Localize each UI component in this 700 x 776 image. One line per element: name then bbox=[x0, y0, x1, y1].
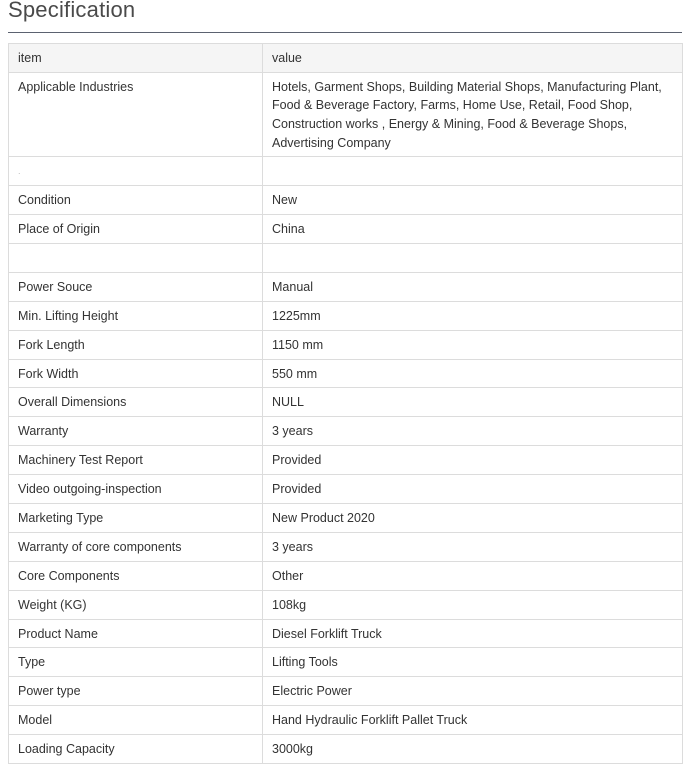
table-row bbox=[9, 619, 683, 648]
table-body bbox=[9, 72, 683, 763]
table-row bbox=[9, 301, 683, 330]
spec-item-cell: Min. Lifting Height bbox=[9, 301, 263, 330]
table-row bbox=[9, 243, 683, 272]
spec-value-cell: 3 years bbox=[263, 532, 683, 561]
spec-value-cell: New bbox=[263, 186, 683, 215]
spec-item-cell: Video outgoing-inspection bbox=[9, 475, 263, 504]
spec-value-cell: Hand Hydraulic Forklift Pallet Truck bbox=[263, 706, 683, 735]
spec-item-cell: Power type bbox=[9, 677, 263, 706]
table-row bbox=[9, 446, 683, 475]
spec-value-cell: 1150 mm bbox=[263, 330, 683, 359]
spec-value-cell: 108kg bbox=[263, 590, 683, 619]
spec-item-cell: Machinery Test Report bbox=[9, 446, 263, 475]
table-header-row bbox=[9, 44, 683, 73]
spec-value-cell: 1225mm bbox=[263, 301, 683, 330]
spec-value-cell: NULL bbox=[263, 388, 683, 417]
table-row bbox=[9, 359, 683, 388]
spec-item-cell: Place of Origin bbox=[9, 215, 263, 244]
column-header-value: value bbox=[263, 44, 683, 73]
table-row bbox=[9, 590, 683, 619]
table-row bbox=[9, 677, 683, 706]
section-title: Specification bbox=[8, 0, 136, 22]
spec-value-cell: Diesel Forklift Truck bbox=[263, 619, 683, 648]
spec-item-cell: Type bbox=[9, 648, 263, 677]
spec-value-cell: Hotels, Garment Shops, Building Material Shops, Manufacturing Plant, Food & Beverage Factory, Farms, Home Use, Retail, Food Shop, Construction works , Energy & Mining, Food & Beverage Shops, Advertising Company bbox=[263, 72, 683, 156]
table-row bbox=[9, 532, 683, 561]
spec-value-cell: China bbox=[263, 215, 683, 244]
spec-value-cell: Lifting Tools bbox=[263, 648, 683, 677]
spec-value-cell: Manual bbox=[263, 272, 683, 301]
spec-item-cell: Condition bbox=[9, 186, 263, 215]
table-row bbox=[9, 72, 683, 156]
spec-item-cell: Overall Dimensions bbox=[9, 388, 263, 417]
spec-value-cell: 3000kg bbox=[263, 735, 683, 764]
table-row bbox=[9, 157, 683, 186]
spec-value-cell: 550 mm bbox=[263, 359, 683, 388]
column-header-item: item bbox=[9, 44, 263, 73]
table-row bbox=[9, 215, 683, 244]
specification-table bbox=[8, 43, 683, 764]
table-row bbox=[9, 330, 683, 359]
spec-item-cell: Applicable Industries bbox=[9, 72, 263, 156]
spec-value-cell: Provided bbox=[263, 446, 683, 475]
spec-item-cell: Fork Width bbox=[9, 359, 263, 388]
table-row bbox=[9, 388, 683, 417]
spec-item-cell: Warranty bbox=[9, 417, 263, 446]
spec-value-cell: New Product 2020 bbox=[263, 503, 683, 532]
spec-value-cell: Electric Power bbox=[263, 677, 683, 706]
table-row bbox=[9, 706, 683, 735]
spec-value-cell: 3 years bbox=[263, 417, 683, 446]
spec-value-cell bbox=[263, 243, 683, 272]
spec-value-cell: Other bbox=[263, 561, 683, 590]
table-row bbox=[9, 648, 683, 677]
table-row bbox=[9, 475, 683, 504]
spec-item-cell: Model bbox=[9, 706, 263, 735]
table-row bbox=[9, 561, 683, 590]
table-row bbox=[9, 186, 683, 215]
spec-item-cell bbox=[9, 243, 263, 272]
spec-item-cell: Core Components bbox=[9, 561, 263, 590]
table-row bbox=[9, 735, 683, 764]
spec-item-cell: Marketing Type bbox=[9, 503, 263, 532]
spec-value-cell: Provided bbox=[263, 475, 683, 504]
spec-item-cell: Loading Capacity bbox=[9, 735, 263, 764]
spec-item-cell: Weight (KG) bbox=[9, 590, 263, 619]
spec-item-cell: Warranty of core components bbox=[9, 532, 263, 561]
spec-value-cell bbox=[263, 157, 683, 186]
spec-item-cell: Fork Length bbox=[9, 330, 263, 359]
table-row bbox=[9, 503, 683, 532]
spec-item-cell: . bbox=[9, 157, 263, 186]
table-row bbox=[9, 417, 683, 446]
spec-item-cell: Product Name bbox=[9, 619, 263, 648]
title-divider bbox=[8, 32, 682, 33]
table-row bbox=[9, 272, 683, 301]
spec-item-cell: Power Souce bbox=[9, 272, 263, 301]
